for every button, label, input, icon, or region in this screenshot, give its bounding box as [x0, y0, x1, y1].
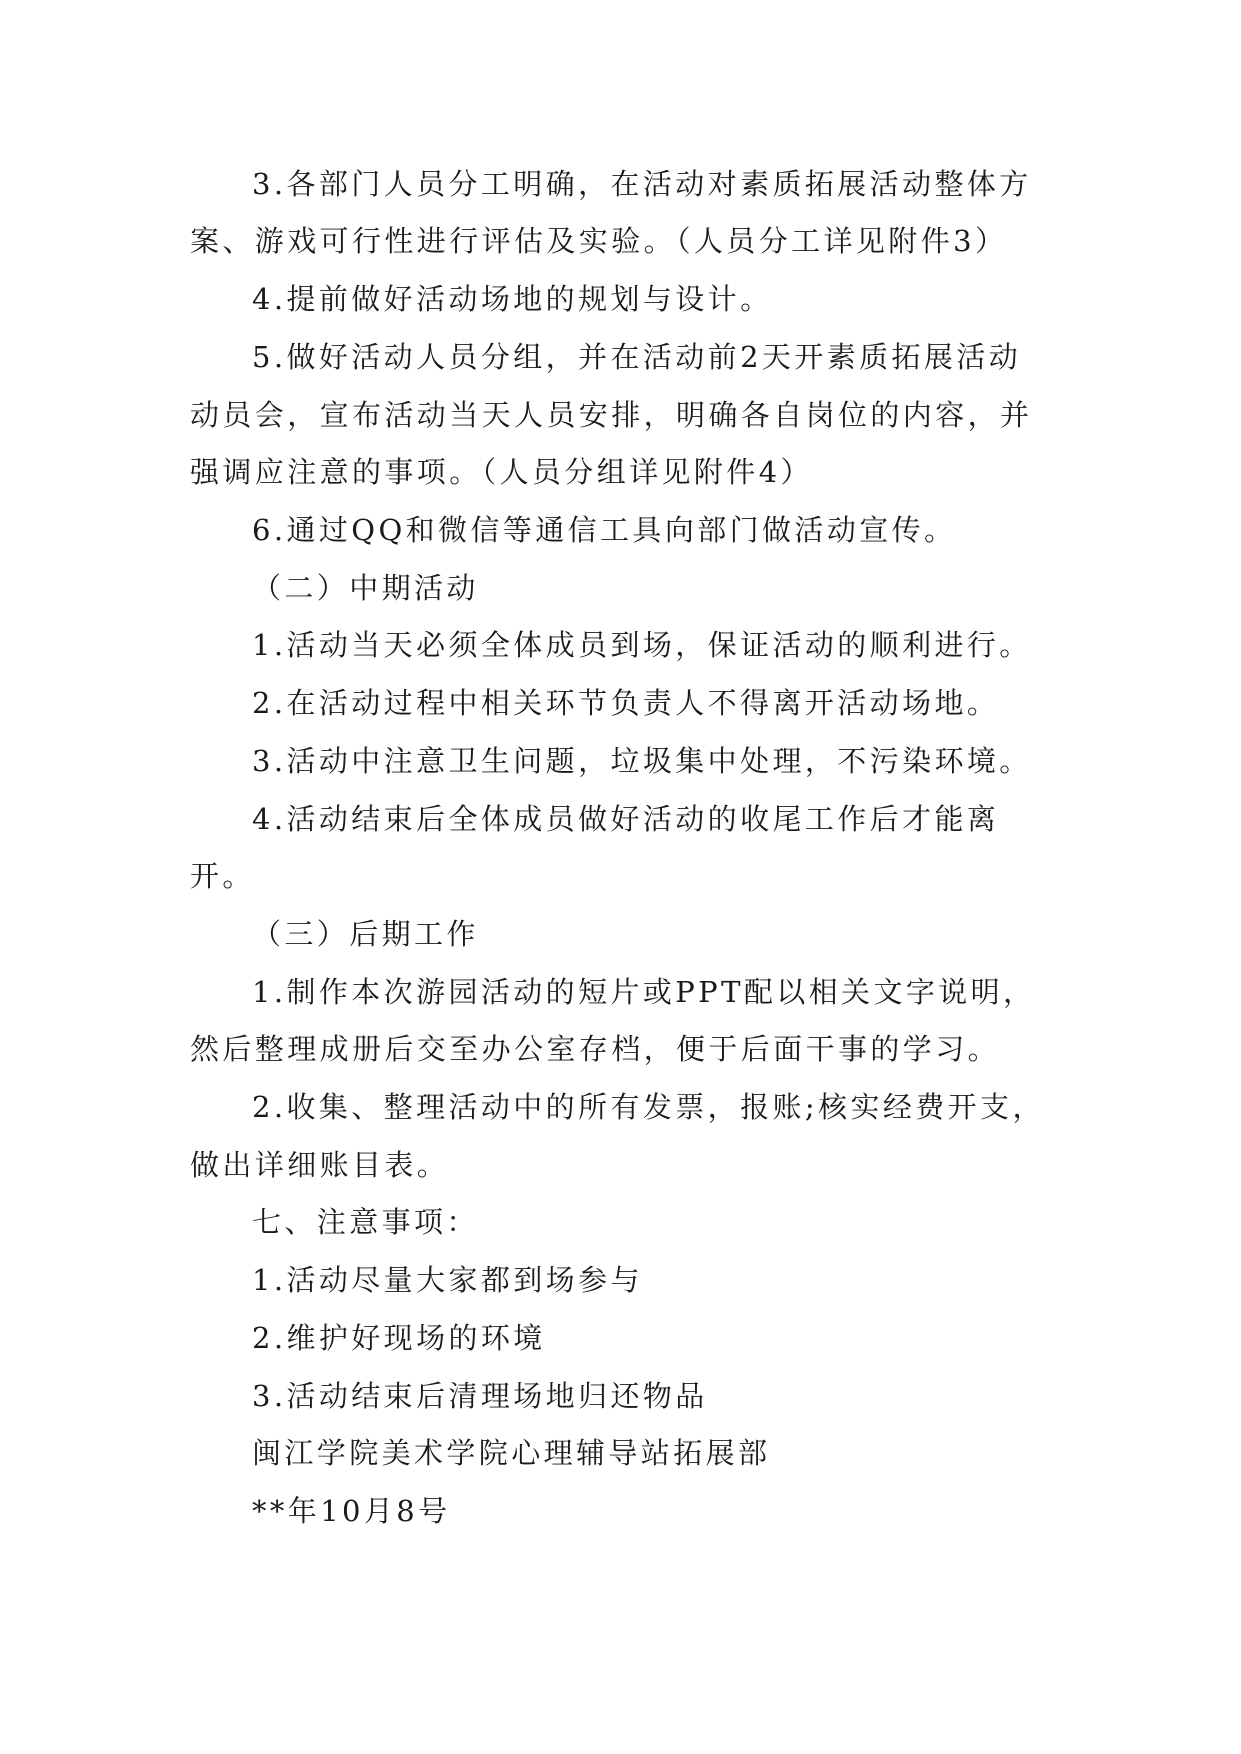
paragraph-line: 强调应注意的事项。（人员分组详见附件4） — [190, 455, 813, 489]
paragraph-line: 然后整理成册后交至办公室存档，便于后面干事的学习。 — [190, 1032, 1001, 1066]
paragraph-line: 做出详细账目表。 — [190, 1148, 450, 1182]
section-heading: （二）中期活动 — [252, 571, 479, 605]
paragraph-line: 3.活动结束后清理场地归还物品 — [252, 1379, 708, 1413]
paragraph-line: 动员会，宣布活动当天人员安排，明确各自岗位的内容，并 — [190, 398, 1033, 432]
paragraph-line: 5.做好活动人员分组，并在活动前2天开素质拓展活动 — [252, 340, 1022, 374]
signature-organization: 闽江学院美术学院心理辅导站拓展部 — [252, 1436, 771, 1470]
paragraph-line: 开。 — [190, 859, 255, 893]
paragraph-line: 2.在活动过程中相关环节负责人不得离开活动场地。 — [252, 686, 1000, 720]
paragraph-line: 2.维护好现场的环境 — [252, 1321, 546, 1355]
section-heading: （三）后期工作 — [252, 917, 479, 951]
paragraph-line: 1.活动尽量大家都到场参与 — [252, 1263, 643, 1297]
signature-date: **年10月8号 — [252, 1494, 451, 1528]
paragraph-line: 1.活动当天必须全体成员到场，保证活动的顺利进行。 — [252, 628, 1032, 662]
paragraph-line: 6.通过QQ和微信等通信工具向部门做活动宣传。 — [252, 513, 957, 547]
paragraph-line: 4.活动结束后全体成员做好活动的收尾工作后才能离 — [252, 802, 1000, 836]
paragraph-line: 2.收集、整理活动中的所有发票，报账;核实经费开支， — [252, 1090, 1045, 1124]
paragraph-line: 4.提前做好活动场地的规划与设计。 — [252, 282, 773, 316]
section-heading: 七、注意事项： — [252, 1205, 479, 1239]
paragraph-line: 案、游戏可行性进行评估及实验。（人员分工详见附件3） — [190, 224, 1008, 258]
paragraph-line: 3.各部门人员分工明确，在活动对素质拓展活动整体方 — [252, 167, 1032, 201]
paragraph-line: 1.制作本次游园活动的短片或PPT配以相关文字说明， — [252, 975, 1036, 1009]
paragraph-line: 3.活动中注意卫生问题，垃圾集中处理，不污染环境。 — [252, 744, 1032, 778]
